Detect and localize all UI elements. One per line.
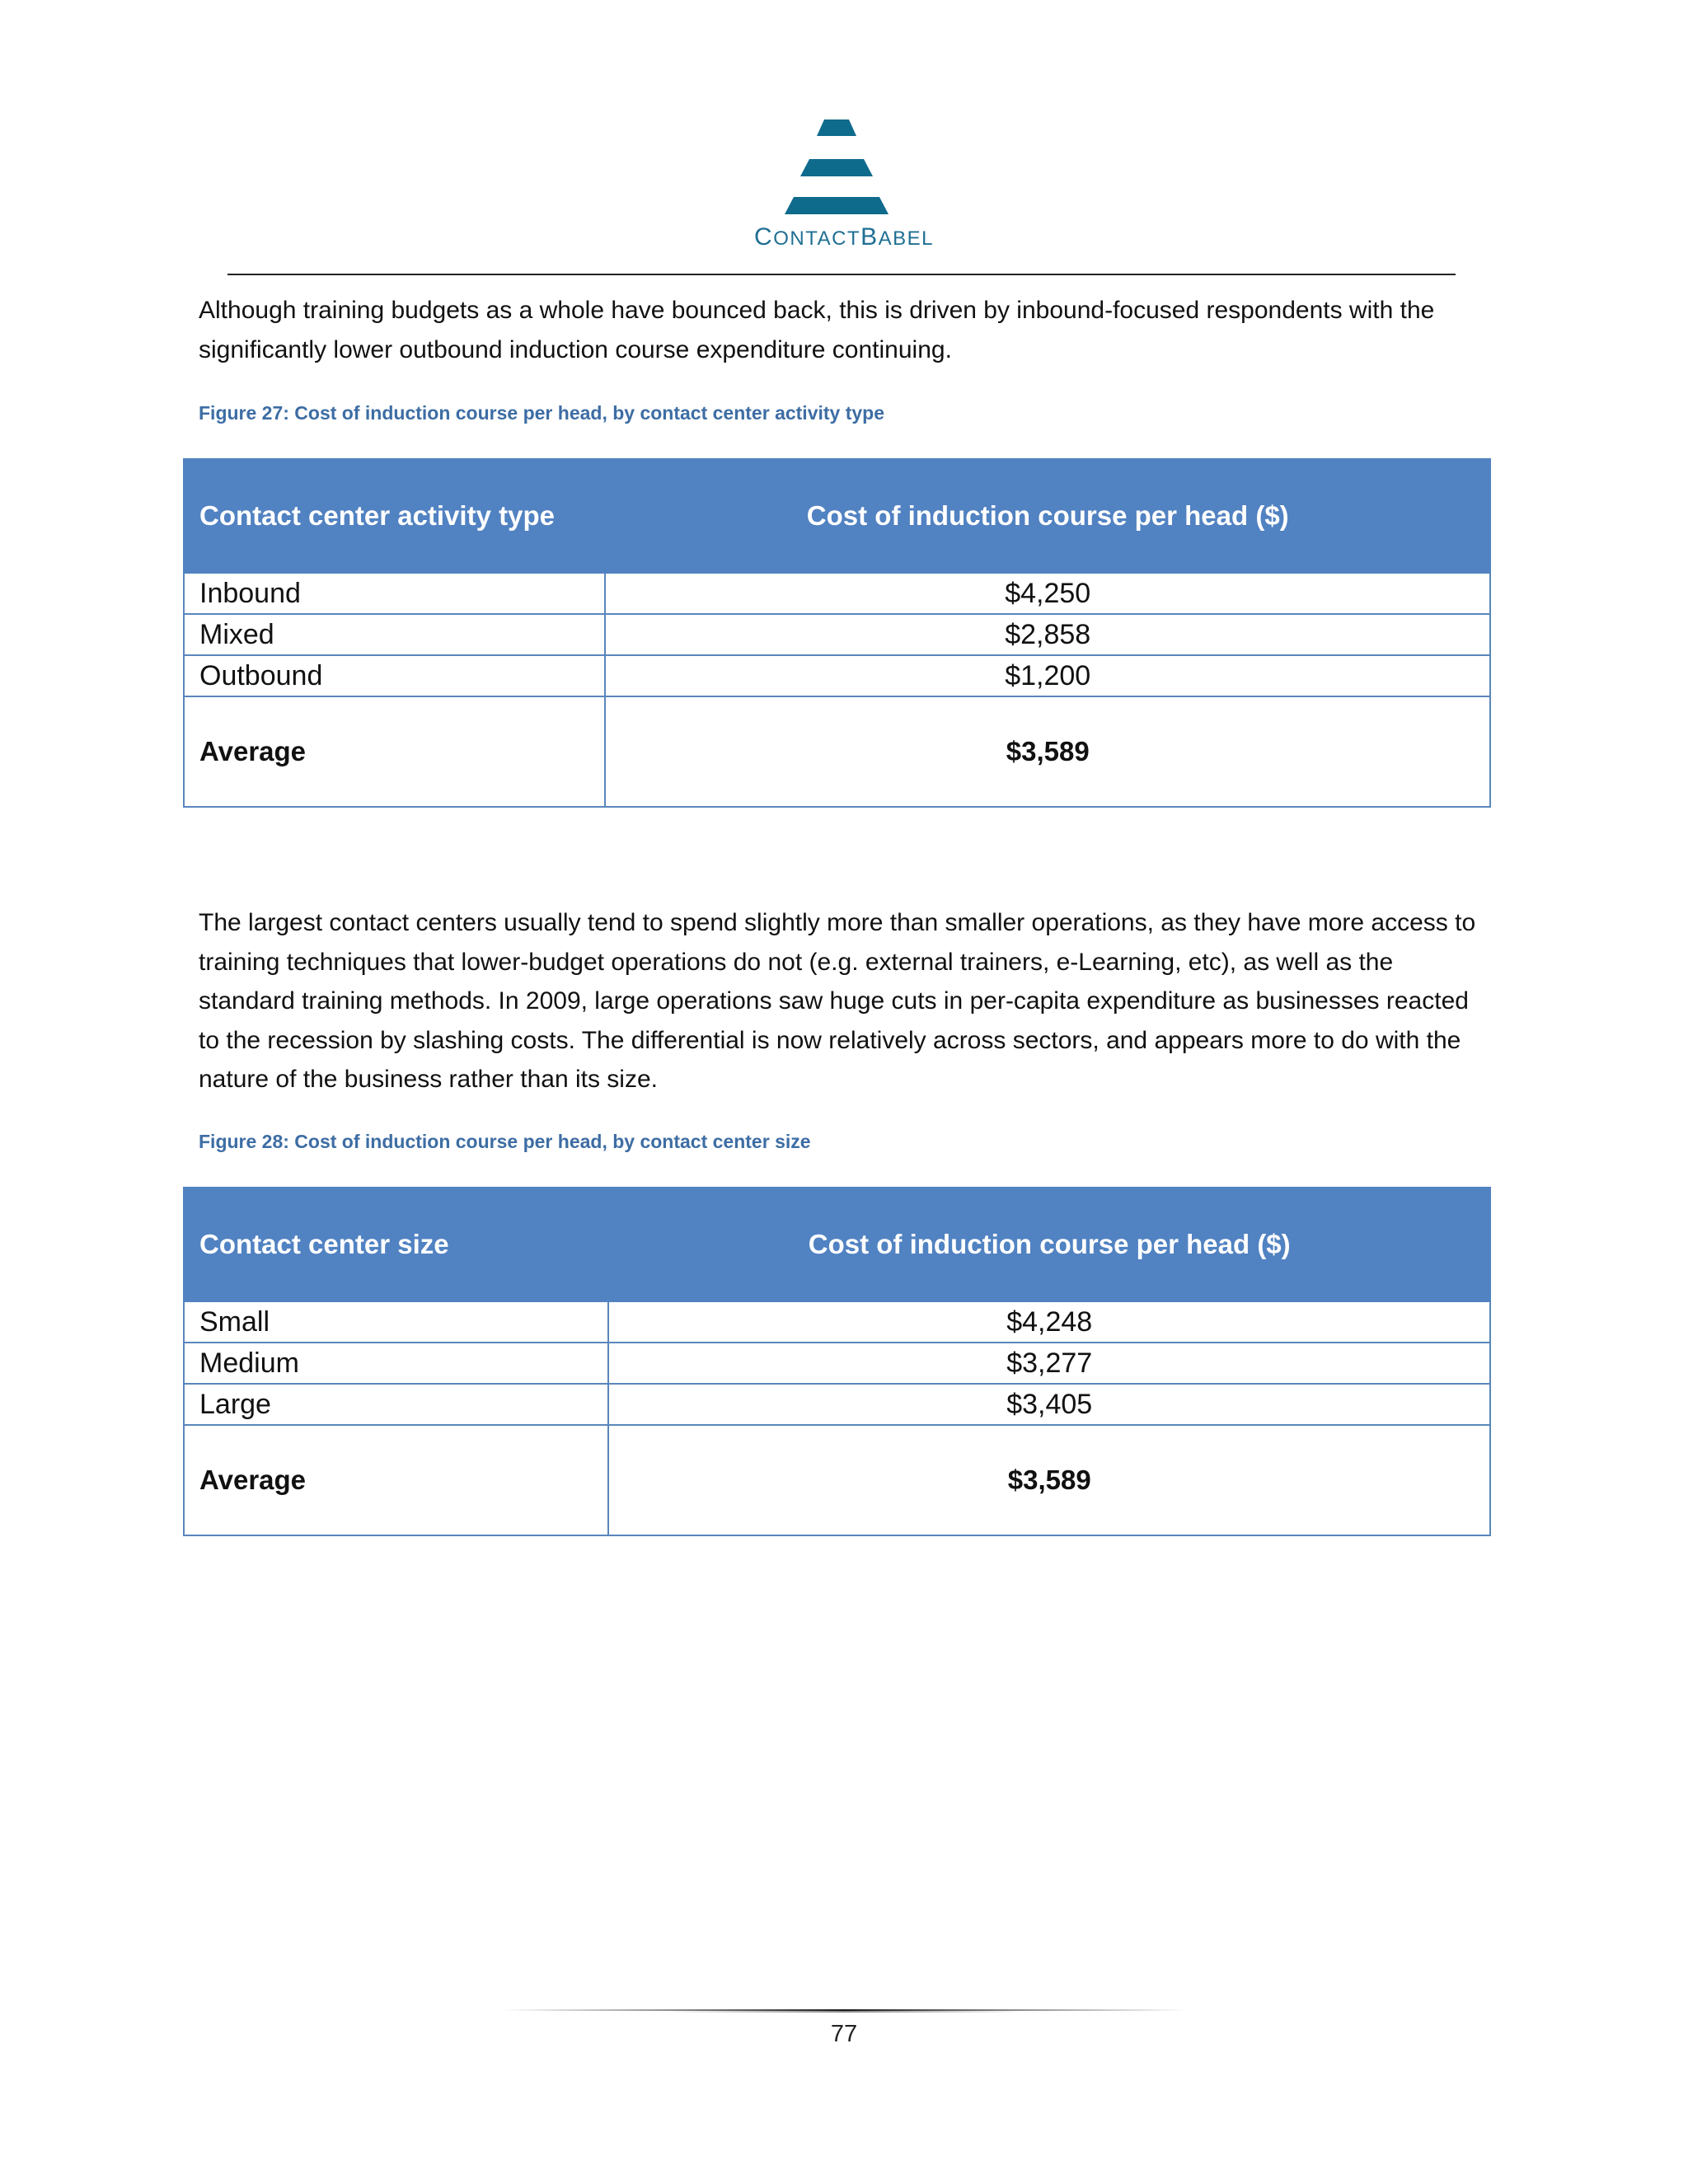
row-value: $4,250: [605, 573, 1490, 614]
column-header-activity-type: Contact center activity type: [184, 459, 605, 573]
figure-28-caption: Figure 28: Cost of induction course per head, by contact center size: [199, 1131, 811, 1152]
average-label: Average: [184, 696, 605, 807]
row-value: $2,858: [605, 614, 1490, 655]
row-value: $1,200: [605, 655, 1490, 696]
row-value: $4,248: [608, 1301, 1490, 1343]
figure-27-caption: Figure 27: Cost of induction course per head, by contact center activity type: [199, 402, 885, 424]
average-value: $3,589: [608, 1425, 1490, 1535]
figure-28-table: [183, 1187, 1491, 1536]
body-paragraph-1: [199, 291, 1484, 369]
row-label: Small: [184, 1301, 608, 1343]
paragraph-text: Although training budgets as a whole have bounced back, this is driven by inbound-focused respondents with the significantly lower outbound induction course expenditure continuing.: [199, 297, 1435, 363]
table-row: [184, 573, 1490, 614]
paragraph-text: The largest contact centers usually tend to spend slightly more than smaller operations, as they have more access to training techniques that lower-budget operations do not (e.g. external trainers, e-Learning, etc), as well as the standard training methods. In 2009, large operations saw huge cuts in per-capita expenditure as businesses reacted to the recession by slashing costs. The differential is now relatively across sectors, and appears more to do with the nature of the business rather than its size.: [199, 909, 1476, 1093]
body-paragraph-2: [199, 903, 1493, 1099]
row-label: Inbound: [184, 573, 605, 614]
footer-rule: [503, 2009, 1187, 2013]
table-row: [184, 1384, 1490, 1425]
table-row-average: [184, 696, 1490, 807]
page-number: 77: [830, 2021, 858, 2047]
row-value: $3,405: [608, 1384, 1490, 1425]
contactbabel-logo-icon: [750, 115, 923, 214]
figure-27-table: [183, 458, 1491, 808]
average-label: Average: [184, 1425, 608, 1535]
table-row: [184, 1301, 1490, 1343]
column-header-cost: Cost of induction course per head ($): [608, 1188, 1490, 1301]
row-label: Mixed: [184, 614, 605, 655]
row-label: Large: [184, 1384, 608, 1425]
row-value: $3,277: [608, 1343, 1490, 1384]
table-row: [184, 655, 1490, 696]
table-row: [184, 1343, 1490, 1384]
header-rule: [227, 274, 1456, 275]
row-label: Outbound: [184, 655, 605, 696]
table-row: [184, 614, 1490, 655]
column-header-size: Contact center size: [184, 1188, 608, 1301]
average-value: $3,589: [605, 696, 1490, 807]
brand-name: CONTACTBABEL: [754, 223, 934, 251]
column-header-cost: Cost of induction course per head ($): [605, 459, 1490, 573]
row-label: Medium: [184, 1343, 608, 1384]
table-row-average: [184, 1425, 1490, 1535]
